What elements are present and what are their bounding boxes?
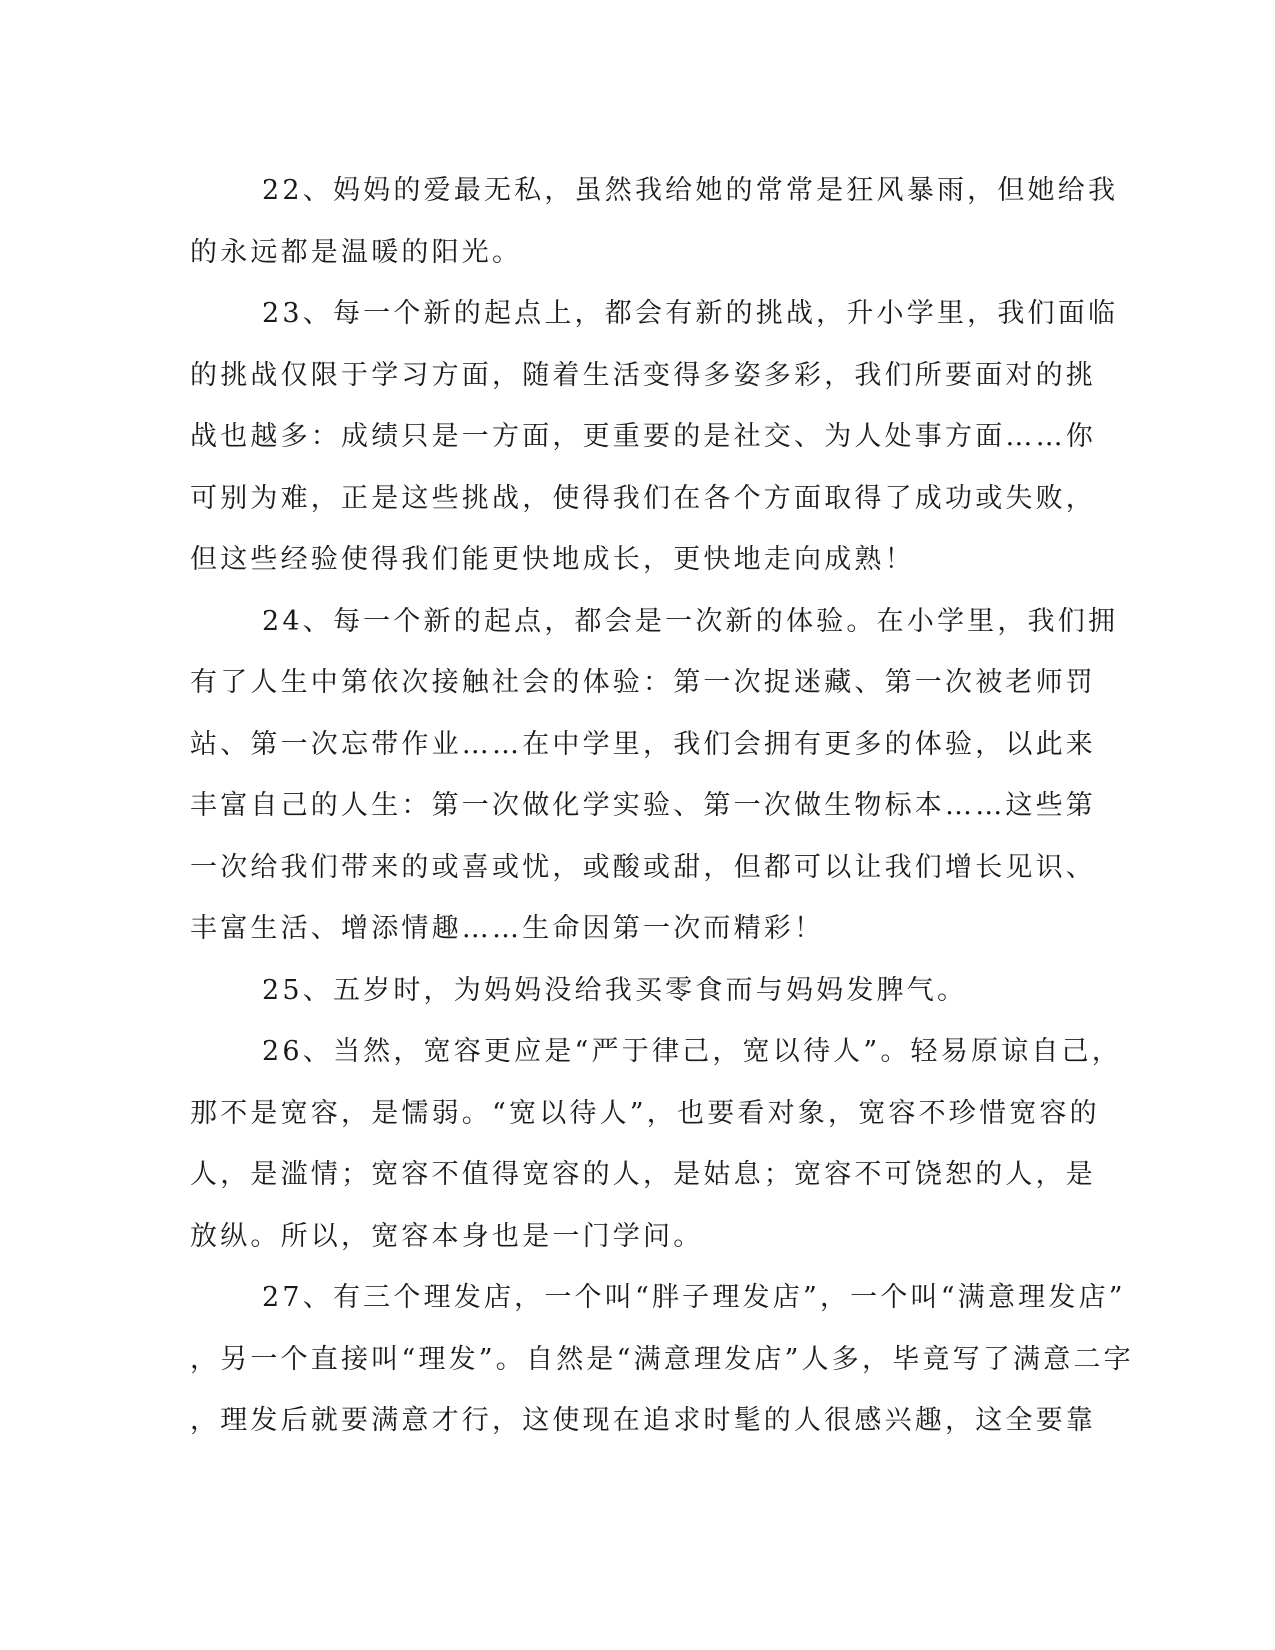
paragraph-line: 丰富自己的人生：第一次做化学实验、第一次做生物标本……这些第 bbox=[190, 790, 1096, 821]
document-body bbox=[190, 160, 1134, 1452]
paragraph-line: 战也越多：成绩只是一方面，更重要的是社交、为人处事方面……你 bbox=[190, 421, 1096, 452]
paragraph-line: 放纵。所以，宽容本身也是一门学问。 bbox=[190, 1220, 704, 1252]
paragraph-22 bbox=[190, 160, 1119, 283]
paragraph-line: 那不是宽容，是懦弱。“宽以待人”，也要看对象，宽容不珍惜宽容的 bbox=[190, 1097, 1100, 1129]
paragraph-line: 23、每一个新的起点上，都会有新的挑战，升小学里，我们面临 bbox=[262, 298, 1119, 329]
paragraph-line: 人，是滥情；宽容不值得宽容的人，是姑息；宽容不可饶恕的人，是 bbox=[190, 1159, 1096, 1190]
paragraph-26 bbox=[190, 1021, 1122, 1267]
paragraph-line: 丰富生活、增添情趣……生命因第一次而精彩！ bbox=[190, 913, 825, 944]
paragraph-line: 一次给我们带来的或喜或忧，或酸或甜，但都可以让我们增长见识、 bbox=[190, 851, 1096, 883]
paragraph-line: 22、妈妈的爱最无私，虽然我给她的常常是狂风暴雨，但她给我 bbox=[262, 175, 1119, 206]
paragraph-25 bbox=[190, 960, 1080, 1022]
paragraph-line: ，另一个直接叫“理发”。自然是“满意理发店”人多，毕竟写了满意二字 bbox=[190, 1343, 1134, 1375]
paragraph-line: 26、当然，宽容更应是“严于律己，宽以待人”。轻易原谅自己， bbox=[262, 1036, 1122, 1067]
paragraph-line: 24、每一个新的起点，都会是一次新的体验。在小学里，我们拥 bbox=[262, 605, 1119, 637]
paragraph-line: 可别为难，正是这些挑战，使得我们在各个方面取得了成功或失败， bbox=[190, 482, 1096, 514]
paragraph-line: ，理发后就要满意才行，这使现在追求时髦的人很感兴趣，这全要靠 bbox=[190, 1405, 1096, 1436]
paragraph-line: 27、有三个理发店，一个叫“胖子理发店”，一个叫“满意理发店” bbox=[262, 1282, 1126, 1313]
paragraph-line: 但这些经验使得我们能更快地成长，更快地走向成熟！ bbox=[190, 544, 915, 575]
paragraph-line: 的挑战仅限于学习方面，随着生活变得多姿多彩，我们所要面对的挑 bbox=[190, 359, 1096, 391]
paragraph-line: 25、五岁时，为妈妈没给我买零食而与妈妈发脾气。 bbox=[262, 974, 968, 1006]
paragraph-line: 的永远都是温暖的阳光。 bbox=[190, 236, 523, 268]
paragraph-24 bbox=[190, 591, 1119, 960]
paragraph-line: 有了人生中第依次接触社会的体验：第一次捉迷藏、第一次被老师罚 bbox=[190, 667, 1096, 698]
paragraph-27 bbox=[190, 1267, 1134, 1452]
paragraph-23 bbox=[190, 283, 1119, 591]
paragraph-line: 站、第一次忘带作业……在中学里，我们会拥有更多的体验，以此来 bbox=[190, 728, 1096, 760]
